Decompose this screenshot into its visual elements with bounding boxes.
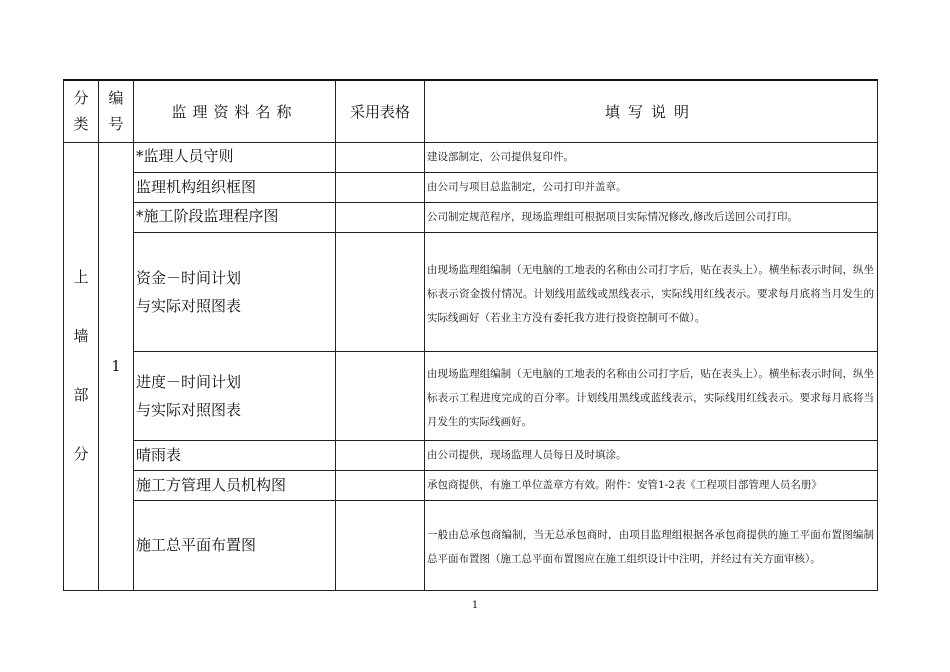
doc-name: 监理机构组织框图 [134, 172, 336, 202]
header-row [64, 80, 878, 142]
form-cell [336, 172, 425, 202]
doc-desc: 由公司提供，现场监理人员每日及时填涂。 [425, 440, 878, 470]
doc-name: 晴雨表 [134, 440, 336, 470]
table-row [64, 232, 878, 351]
category-header: 分 类 [64, 80, 99, 142]
table-row [64, 202, 878, 232]
form-cell [336, 470, 425, 500]
table-row [64, 470, 878, 500]
doc-name: 资金－时间计划 与实际对照图表 [134, 232, 336, 351]
doc-desc: 承包商提供，有施工单位盖章方有效。附件：安管1-2表《工程项目部管理人员名册》 [425, 470, 878, 500]
form-cell [336, 500, 425, 590]
form-header: 采用表格 [336, 80, 425, 142]
doc-desc: 由现场监理组编制（无电脑的工地表的名称由公司打字后，贴在表头上）。横坐标表示时间，纵坐标表示资金拨付情况。计划线用蓝线或黑线表示，实际线用红线表示。要求每月底将当月发生的实际线画好（若业主方没有委托我方进行投资控制可不做）。 [425, 232, 878, 351]
table-row [64, 172, 878, 202]
form-cell [336, 232, 425, 351]
doc-name: *施工阶段监理程序图 [134, 202, 336, 232]
doc-name: 进度－时间计划 与实际对照图表 [134, 351, 336, 440]
table-row [64, 351, 878, 440]
doc-desc: 一般由总承包商编制，当无总承包商时，由项目监理组根据各承包商提供的施工平面布置图编制总平面布置图（施工总平面布置图应在施工组织设计中注明，并经过有关方面审核）。 [425, 500, 878, 590]
form-cell [336, 202, 425, 232]
doc-desc: 公司制定规范程序，现场监理组可根据项目实际情况修改,修改后送回公司打印。 [425, 202, 878, 232]
desc-header: 填写说明 [425, 80, 878, 142]
table-row [64, 440, 878, 470]
doc-name: 施工方管理人员机构图 [134, 470, 336, 500]
name-header: 监理资料名称 [134, 80, 336, 142]
doc-desc: 由现场监理组编制（无电脑的工地表的名称由公司打字后，贴在表头上）。横坐标表示时间，纵坐标表示工程进度完成的百分率。计划线用黑线或蓝线表示，实际线用红线表示。要求每月底将当月发生的实际线画好。 [425, 351, 878, 440]
supervision-documents-table [63, 79, 878, 591]
category-cell: 上 墙 部 分 [64, 142, 99, 590]
table-row [64, 500, 878, 590]
doc-desc: 建设部制定，公司提供复印件。 [425, 142, 878, 172]
number-header: 编 号 [99, 80, 134, 142]
number-cell: 1 [99, 142, 134, 590]
table-row [64, 142, 878, 172]
doc-desc: 由公司与项目总监制定，公司打印并盖章。 [425, 172, 878, 202]
form-cell [336, 440, 425, 470]
form-cell [336, 351, 425, 440]
doc-name: 施工总平面布置图 [134, 500, 336, 590]
page-number: 1 [471, 600, 479, 611]
form-cell [336, 142, 425, 172]
doc-name: *监理人员守则 [134, 142, 336, 172]
